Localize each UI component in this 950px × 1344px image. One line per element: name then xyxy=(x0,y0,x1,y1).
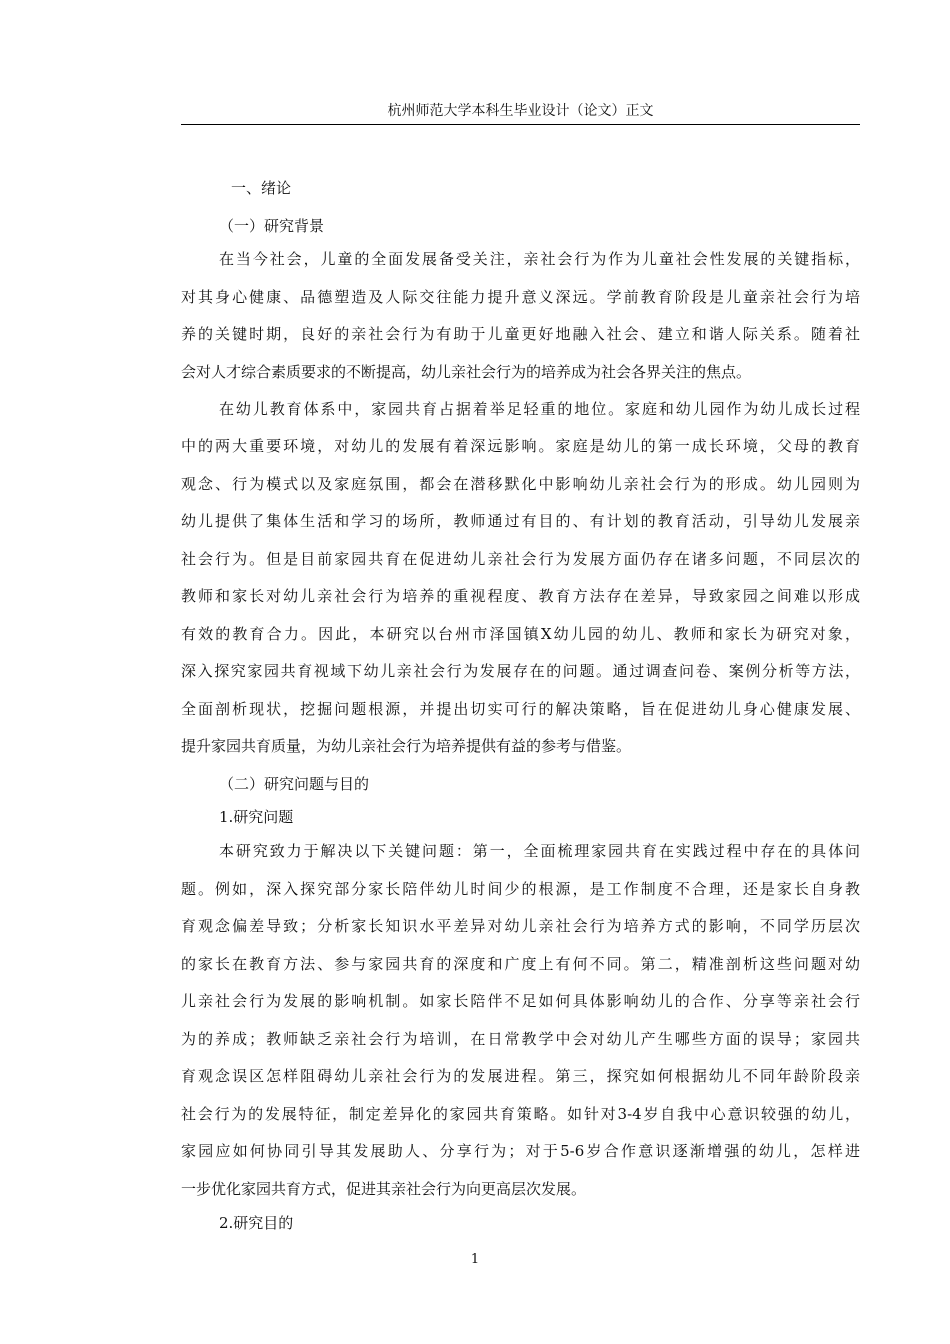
paragraph-line: 的家长在教育方法、参与家园共育的深度和广度上有何不同。第二，精准剖析这些问题对幼 xyxy=(181,955,860,973)
paragraph-line: 在幼儿教育体系中，家园共育占据着举足轻重的地位。家庭和幼儿园作为幼儿成长过程 xyxy=(219,400,860,418)
paragraph-line: 全面剖析现状，挖掘问题根源，并提出切实可行的解决策略，旨在促进幼儿身心健康发展、 xyxy=(181,700,860,718)
paragraph-line: 社会行为的发展特征，制定差异化的家园共育策略。如针对3-4岁自我中心意识较强的幼儿， xyxy=(181,1105,860,1123)
paragraph-line: 教师和家长对幼儿亲社会行为培养的重视程度、教育方法存在差异，导致家园之间难以形成 xyxy=(181,587,860,605)
paragraph-line: 为的养成；教师缺乏亲社会行为培训，在日常教学中会对幼儿产生哪些方面的误导；家园共 xyxy=(181,1030,860,1048)
page-header: 杭州师范大学本科生毕业设计（论文）正文 xyxy=(387,103,654,119)
paragraph-line: 对其身心健康、品德塑造及人际交往能力提升意义深远。学前教育阶段是儿童亲社会行为培 xyxy=(181,288,860,306)
paragraph-line: 题。例如，深入探究部分家长陪伴幼儿时间少的根源，是工作制度不合理，还是家长自身教 xyxy=(181,880,860,898)
paragraph-line: 社会行为。但是目前家园共育在促进幼儿亲社会行为发展方面仍存在诸多问题，不同层次的 xyxy=(181,550,860,568)
paragraph-line: 会对人才综合素质要求的不断提高，幼儿亲社会行为的培养成为社会各界关注的焦点。 xyxy=(181,363,752,381)
header-rule xyxy=(181,124,860,125)
paragraph-line: 有效的教育合力。因此，本研究以台州市泽国镇X幼儿园的幼儿、教师和家长为研究对象， xyxy=(181,625,860,643)
subsubsection-heading-questions: 1.研究问题 xyxy=(219,808,294,826)
paragraph-line: 幼儿提供了集体生活和学习的场所，教师通过有目的、有计划的教育活动，引导幼儿发展亲 xyxy=(181,512,860,530)
subsection-heading-background: （一）研究背景 xyxy=(219,217,325,235)
paragraph-line: 育观念误区怎样阻碍幼儿亲社会行为的发展进程。第三，探究如何根据幼儿不同年龄阶段亲 xyxy=(181,1067,860,1085)
paragraph-line: 儿亲社会行为发展的影响机制。如家长陪伴不足如何具体影响幼儿的合作、分享等亲社会行 xyxy=(181,992,860,1010)
paragraph-line: 在当今社会，儿童的全面发展备受关注，亲社会行为作为儿童社会性发展的关键指标， xyxy=(219,250,860,268)
paragraph-line: 育观念偏差导致；分析家长知识水平差异对幼儿亲社会行为培养方式的影响，不同学历层次 xyxy=(181,917,860,935)
paragraph-line: 观念、行为模式以及家庭氛围，都会在潜移默化中影响幼儿亲社会行为的形成。幼儿园则为 xyxy=(181,475,860,493)
paragraph-line: 深入探究家园共育视域下幼儿亲社会行为发展存在的问题。通过调查问卷、案例分析等方法， xyxy=(181,662,860,680)
subsection-heading-questions: （二）研究问题与目的 xyxy=(219,775,370,793)
paragraph-line: 提升家园共育质量，为幼儿亲社会行为培养提供有益的参考与借鉴。 xyxy=(181,737,632,755)
paragraph-line: 养的关键时期，良好的亲社会行为有助于儿童更好地融入社会、建立和谐人际关系。随着社 xyxy=(181,325,860,343)
paragraph-line: 本研究致力于解决以下关键问题：第一，全面梳理家园共育在实践过程中存在的具体问 xyxy=(219,842,860,860)
subsubsection-heading-purpose: 2.研究目的 xyxy=(219,1214,294,1232)
paragraph-line: 一步优化家园共育方式，促进其亲社会行为向更高层次发展。 xyxy=(181,1180,587,1198)
paragraph-line: 家园应如何协同引导其发展助人、分享行为；对于5-6岁合作意识逐渐增强的幼儿，怎样进 xyxy=(181,1142,860,1160)
section-heading: 一、绪论 xyxy=(231,179,292,197)
paragraph-line: 中的两大重要环境，对幼儿的发展有着深远影响。家庭是幼儿的第一成长环境，父母的教育 xyxy=(181,437,860,455)
page-number: 1 xyxy=(470,1252,480,1267)
